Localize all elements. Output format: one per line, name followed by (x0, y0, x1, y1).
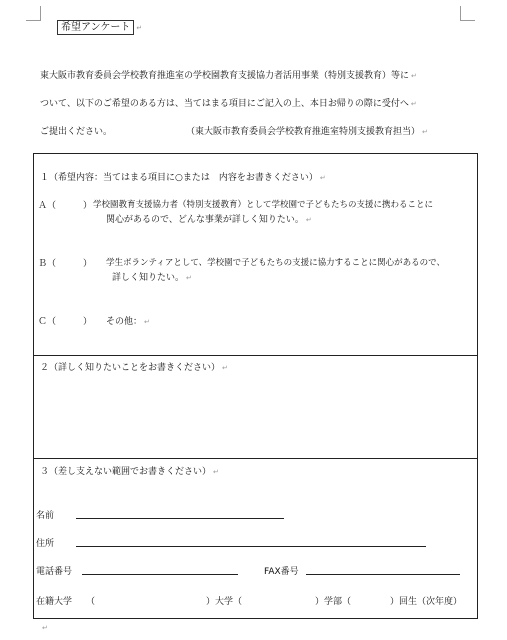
phone-label: 電話番号 (36, 567, 73, 577)
option-b-text-1: 学生ボランティアとして、学校園で子どもたちの支援に協力することに関心があるので、 (106, 258, 445, 268)
crop-mark-top-left (26, 6, 41, 21)
faculty-close-text: ）学部（ (315, 597, 352, 607)
option-b-text-2 (112, 270, 192, 283)
university-close-text: ）大学（ (206, 597, 243, 607)
paragraph-mark: ↵ (144, 318, 150, 326)
option-b-label: Ｂ（ ） (38, 259, 93, 269)
university-label: 在籍大学 (36, 597, 73, 607)
year-text: ）回生（次年度） (390, 597, 463, 607)
address-label: 住所 (36, 539, 55, 549)
section-2-heading-text: ２（詳しく知りたいことをお書きください） (40, 363, 221, 373)
intro-signature (186, 124, 428, 137)
option-b-text-2-text: 詳しく知りたい。 (112, 273, 185, 283)
fax-field[interactable] (306, 574, 460, 575)
title-text: 希望アンケート (57, 20, 134, 35)
option-a-text-2-text: 関心があるので、どんな事業が詳しく知りたい。 (106, 215, 304, 225)
intro-line-2 (40, 96, 417, 109)
crop-mark-top-right (460, 6, 475, 21)
section-3-heading (40, 464, 219, 477)
intro-line-1 (40, 68, 417, 81)
paragraph-mark: ↵ (186, 274, 192, 282)
section-1-heading (40, 170, 326, 183)
section-1-heading-text: １（希望内容：当てはまる項目に○または 内容をお書きください） (40, 173, 318, 183)
section-2-heading (40, 360, 228, 373)
address-field[interactable] (76, 546, 426, 547)
paragraph-mark: ↵ (136, 24, 143, 32)
option-c-text-value: その他： (106, 317, 143, 327)
name-label: 名前 (36, 511, 55, 521)
fax-label: FAX番号 (264, 567, 299, 577)
intro-line-3 (40, 124, 112, 137)
university-open-paren: （ (86, 597, 96, 607)
paragraph-mark: ↵ (222, 364, 228, 372)
option-a-text-1: 学校園教育支援協力者（特別支援教育）として学校園で子どもたちの支援に携わることに (93, 200, 434, 210)
option-c-text (106, 314, 150, 327)
section-3-heading-text: ３（差し支えない範囲でお書きください） (40, 467, 212, 477)
intro-signature-text: （東大阪市教育委員会学校教育推進室特別支援教育担当） (186, 127, 421, 137)
paragraph-mark: ↵ (410, 100, 417, 108)
phone-field[interactable] (82, 574, 238, 575)
paragraph-mark: ↵ (213, 468, 219, 476)
paragraph-mark: ↵ (319, 174, 326, 182)
name-field[interactable] (76, 518, 284, 519)
intro-line-2-text: ついて、以下のご希望のある方は、当てはまる項目にご記入の上、本日お帰りの際に受付へ (40, 99, 409, 109)
intro-line-1-text: 東大阪市教育委員会学校教育推進室の学校園教育支援協力者活用事業（特別支援教育）等に (40, 71, 410, 81)
paragraph-mark-end: ↵ (42, 624, 48, 632)
option-a-text-2 (106, 212, 312, 225)
paragraph-mark: ↵ (411, 72, 417, 80)
option-c-label: Ｃ（ ） (38, 317, 93, 327)
intro-line-3-text: ご提出ください。 (40, 127, 113, 137)
section-1-box (33, 153, 478, 356)
document-title (57, 18, 142, 33)
option-a-label: Ａ（ ） (38, 201, 93, 211)
paragraph-mark: ↵ (422, 128, 428, 136)
paragraph-mark: ↵ (305, 216, 312, 224)
